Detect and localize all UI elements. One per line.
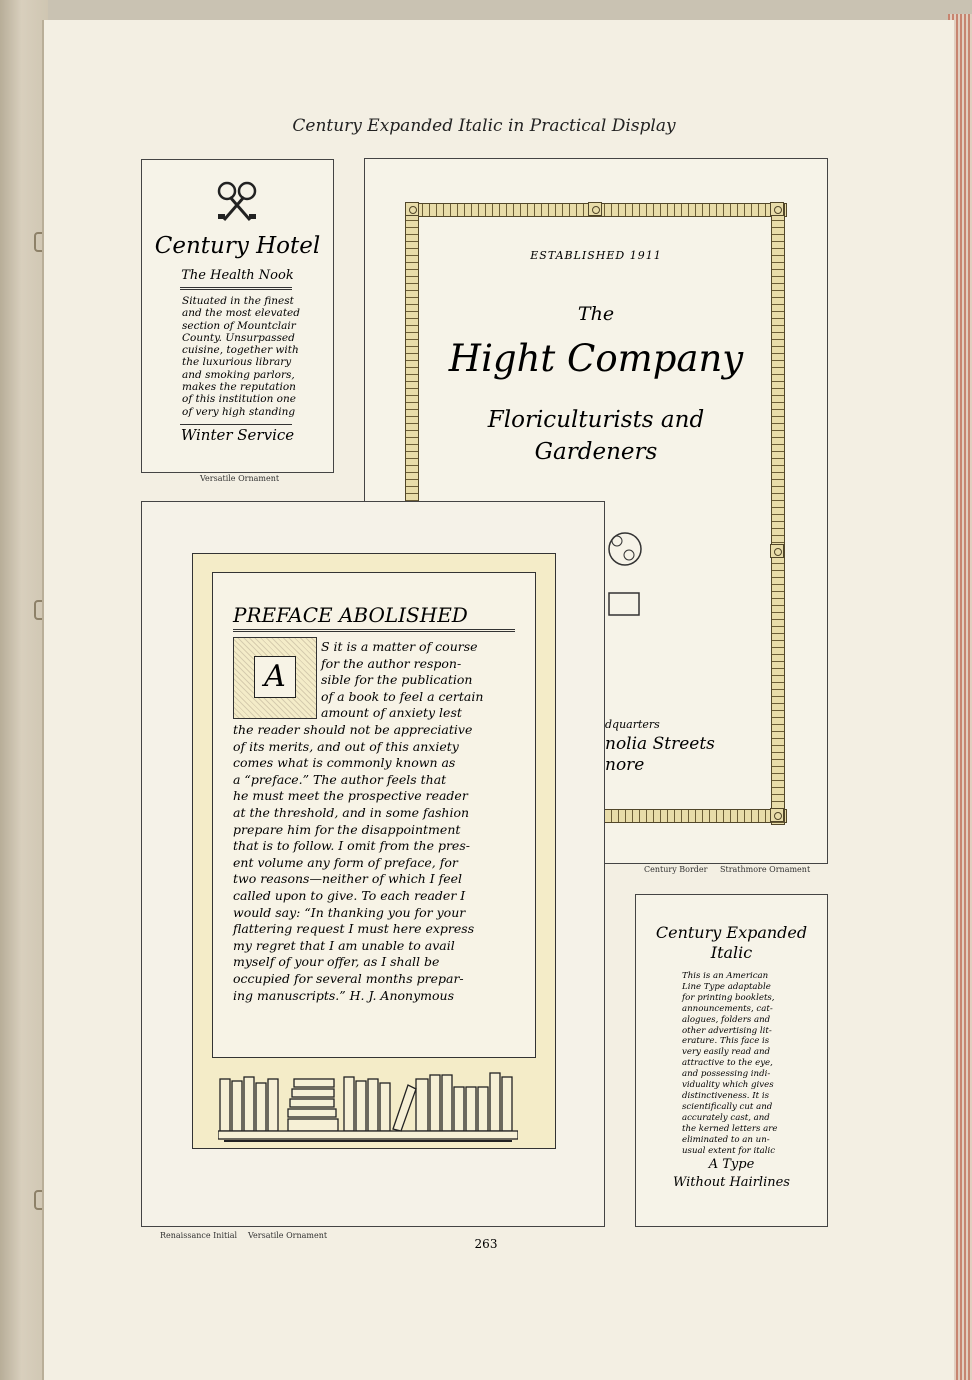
text-line: occupied for several months prepar- — [233, 970, 464, 986]
text-line: viduality which gives — [682, 1080, 774, 1091]
text-line: This is an American — [682, 971, 769, 981]
hotel-title: Century Hotel — [154, 233, 321, 259]
text-line: of a book to feel a certain — [321, 688, 484, 704]
text-line: accurately cast, and — [682, 1112, 770, 1123]
text-line: amount of anxiety lest — [321, 705, 462, 721]
hight-line2: Gardeners — [534, 439, 658, 465]
divider — [180, 424, 292, 425]
crossed-keys-icon — [212, 180, 262, 224]
text-line: a “preface.” The author feels that — [233, 771, 447, 787]
text-line: for the author respon- — [321, 655, 462, 671]
book-page — [42, 20, 954, 1380]
renaissance-initial — [233, 637, 317, 719]
specimen-title1: Century Expanded — [655, 923, 808, 942]
page-heading: Century Expanded Italic in Practical Display — [292, 116, 676, 136]
border-knot — [588, 202, 602, 216]
text-line: cuisine, together with — [182, 344, 299, 357]
text-line: of very high standing — [182, 405, 296, 418]
border-right — [771, 203, 785, 825]
text-line: prepare him for the disappointment — [233, 821, 461, 837]
specimen-footer2: Without Hairlines — [673, 1175, 790, 1190]
specimen-card — [635, 894, 828, 1227]
specimen-body — [682, 971, 777, 1156]
text-line: the luxurious library — [182, 356, 292, 369]
initial-letter: A — [254, 656, 296, 698]
border-knot — [770, 808, 784, 822]
text-line: eliminated to an un- — [682, 1134, 770, 1145]
established-line: ESTABLISHED 1911 — [530, 249, 662, 262]
text-line: scientifically cut and — [682, 1101, 773, 1112]
text-line: and smoking parlors, — [182, 368, 295, 381]
preface-initial-text — [321, 639, 497, 722]
hight-caption-left: Century Border — [644, 865, 708, 874]
bookshelf-icon — [218, 1069, 518, 1149]
preface-tint-panel — [192, 553, 556, 1149]
text-line: of its merits, and out of this anxiety — [233, 738, 459, 754]
text-line: two reasons—neither of which I feel — [233, 871, 463, 887]
specimen-footer1: A Type — [708, 1157, 755, 1172]
hotel-card — [141, 159, 334, 473]
text-line: and possessing indi- — [682, 1069, 771, 1080]
text-line: called upon to give. To each reader I — [233, 887, 466, 903]
text-line: would say: “In thanking you for your — [233, 904, 466, 920]
divider — [233, 629, 515, 632]
preface-body — [233, 722, 515, 1004]
text-line: sible for the publication — [321, 672, 473, 688]
text-line: the kerned letters are — [682, 1123, 778, 1134]
text-line: my regret that I am unable to avail — [233, 937, 455, 953]
text-line: and the most elevated — [182, 307, 300, 320]
book-spine — [0, 0, 48, 1380]
text-line: for printing booklets, — [682, 992, 775, 1003]
specimen-title2: Italic — [710, 943, 753, 962]
flower-vase-icon — [605, 509, 645, 619]
text-line: erature. This face is — [682, 1036, 770, 1047]
text-line: attractive to the eye, — [682, 1058, 773, 1069]
hotel-body — [182, 295, 300, 418]
text-line: usual extent for italic — [682, 1145, 776, 1156]
text-line: other advertising lit- — [682, 1025, 772, 1036]
text-line: Line Type adaptable — [682, 981, 771, 992]
text-line: Situated in the finest — [182, 295, 294, 307]
text-line: distinctiveness. It is — [682, 1090, 769, 1101]
text-line: alogues, folders and — [682, 1014, 771, 1025]
text-line: of this institution one — [182, 393, 296, 406]
hotel-caption: Versatile Ornament — [200, 474, 280, 483]
text-line: ent volume any form of preface, for — [233, 854, 458, 870]
preface-inner-frame — [212, 572, 536, 1058]
hight-the: The — [577, 303, 615, 325]
hight-caption-right: Strathmore Ornament — [720, 865, 811, 874]
hight-partial2: nolia Streets — [605, 734, 715, 754]
hight-line1: Floriculturists and — [487, 407, 705, 433]
border-knot — [770, 544, 784, 558]
page-number: 263 — [474, 1237, 498, 1251]
hotel-subtitle: The Health Nook — [181, 268, 294, 283]
hotel-footer: Winter Service — [180, 426, 295, 444]
text-line: section of Mountclair — [182, 319, 296, 332]
hight-company-name: Hight Company — [448, 337, 744, 380]
text-line: very easily read and — [682, 1047, 771, 1058]
hight-partial1: dquarters — [605, 718, 660, 731]
hight-partial3: nore — [605, 755, 645, 775]
text-line: comes what is commonly known as — [233, 755, 456, 771]
text-line: that is to follow. I omit from the pres- — [233, 838, 470, 854]
preface-caption-right: Versatile Ornament — [248, 1231, 328, 1240]
text-line: makes the reputation — [182, 381, 296, 394]
text-line: announcements, cat- — [682, 1003, 773, 1014]
text-line: flattering request I must here express — [233, 921, 475, 937]
text-line: S it is a matter of course — [321, 639, 478, 654]
divider — [180, 287, 292, 290]
text-line: myself of your offer, as I shall be — [233, 954, 440, 970]
preface-card — [141, 501, 605, 1227]
border-knot — [405, 202, 419, 216]
preface-title: PREFACE ABOLISHED — [233, 603, 468, 627]
text-line: County. Unsurpassed — [182, 331, 295, 344]
text-line: he must meet the prospective reader — [233, 788, 468, 804]
text-line: ing manuscripts.” H. J. Anonymous — [233, 987, 454, 1003]
border-knot — [770, 202, 784, 216]
text-line: the reader should not be appreciative — [233, 722, 473, 737]
preface-caption-left: Renaissance Initial — [160, 1231, 238, 1240]
text-line: at the threshold, and in some fashion — [233, 804, 470, 820]
